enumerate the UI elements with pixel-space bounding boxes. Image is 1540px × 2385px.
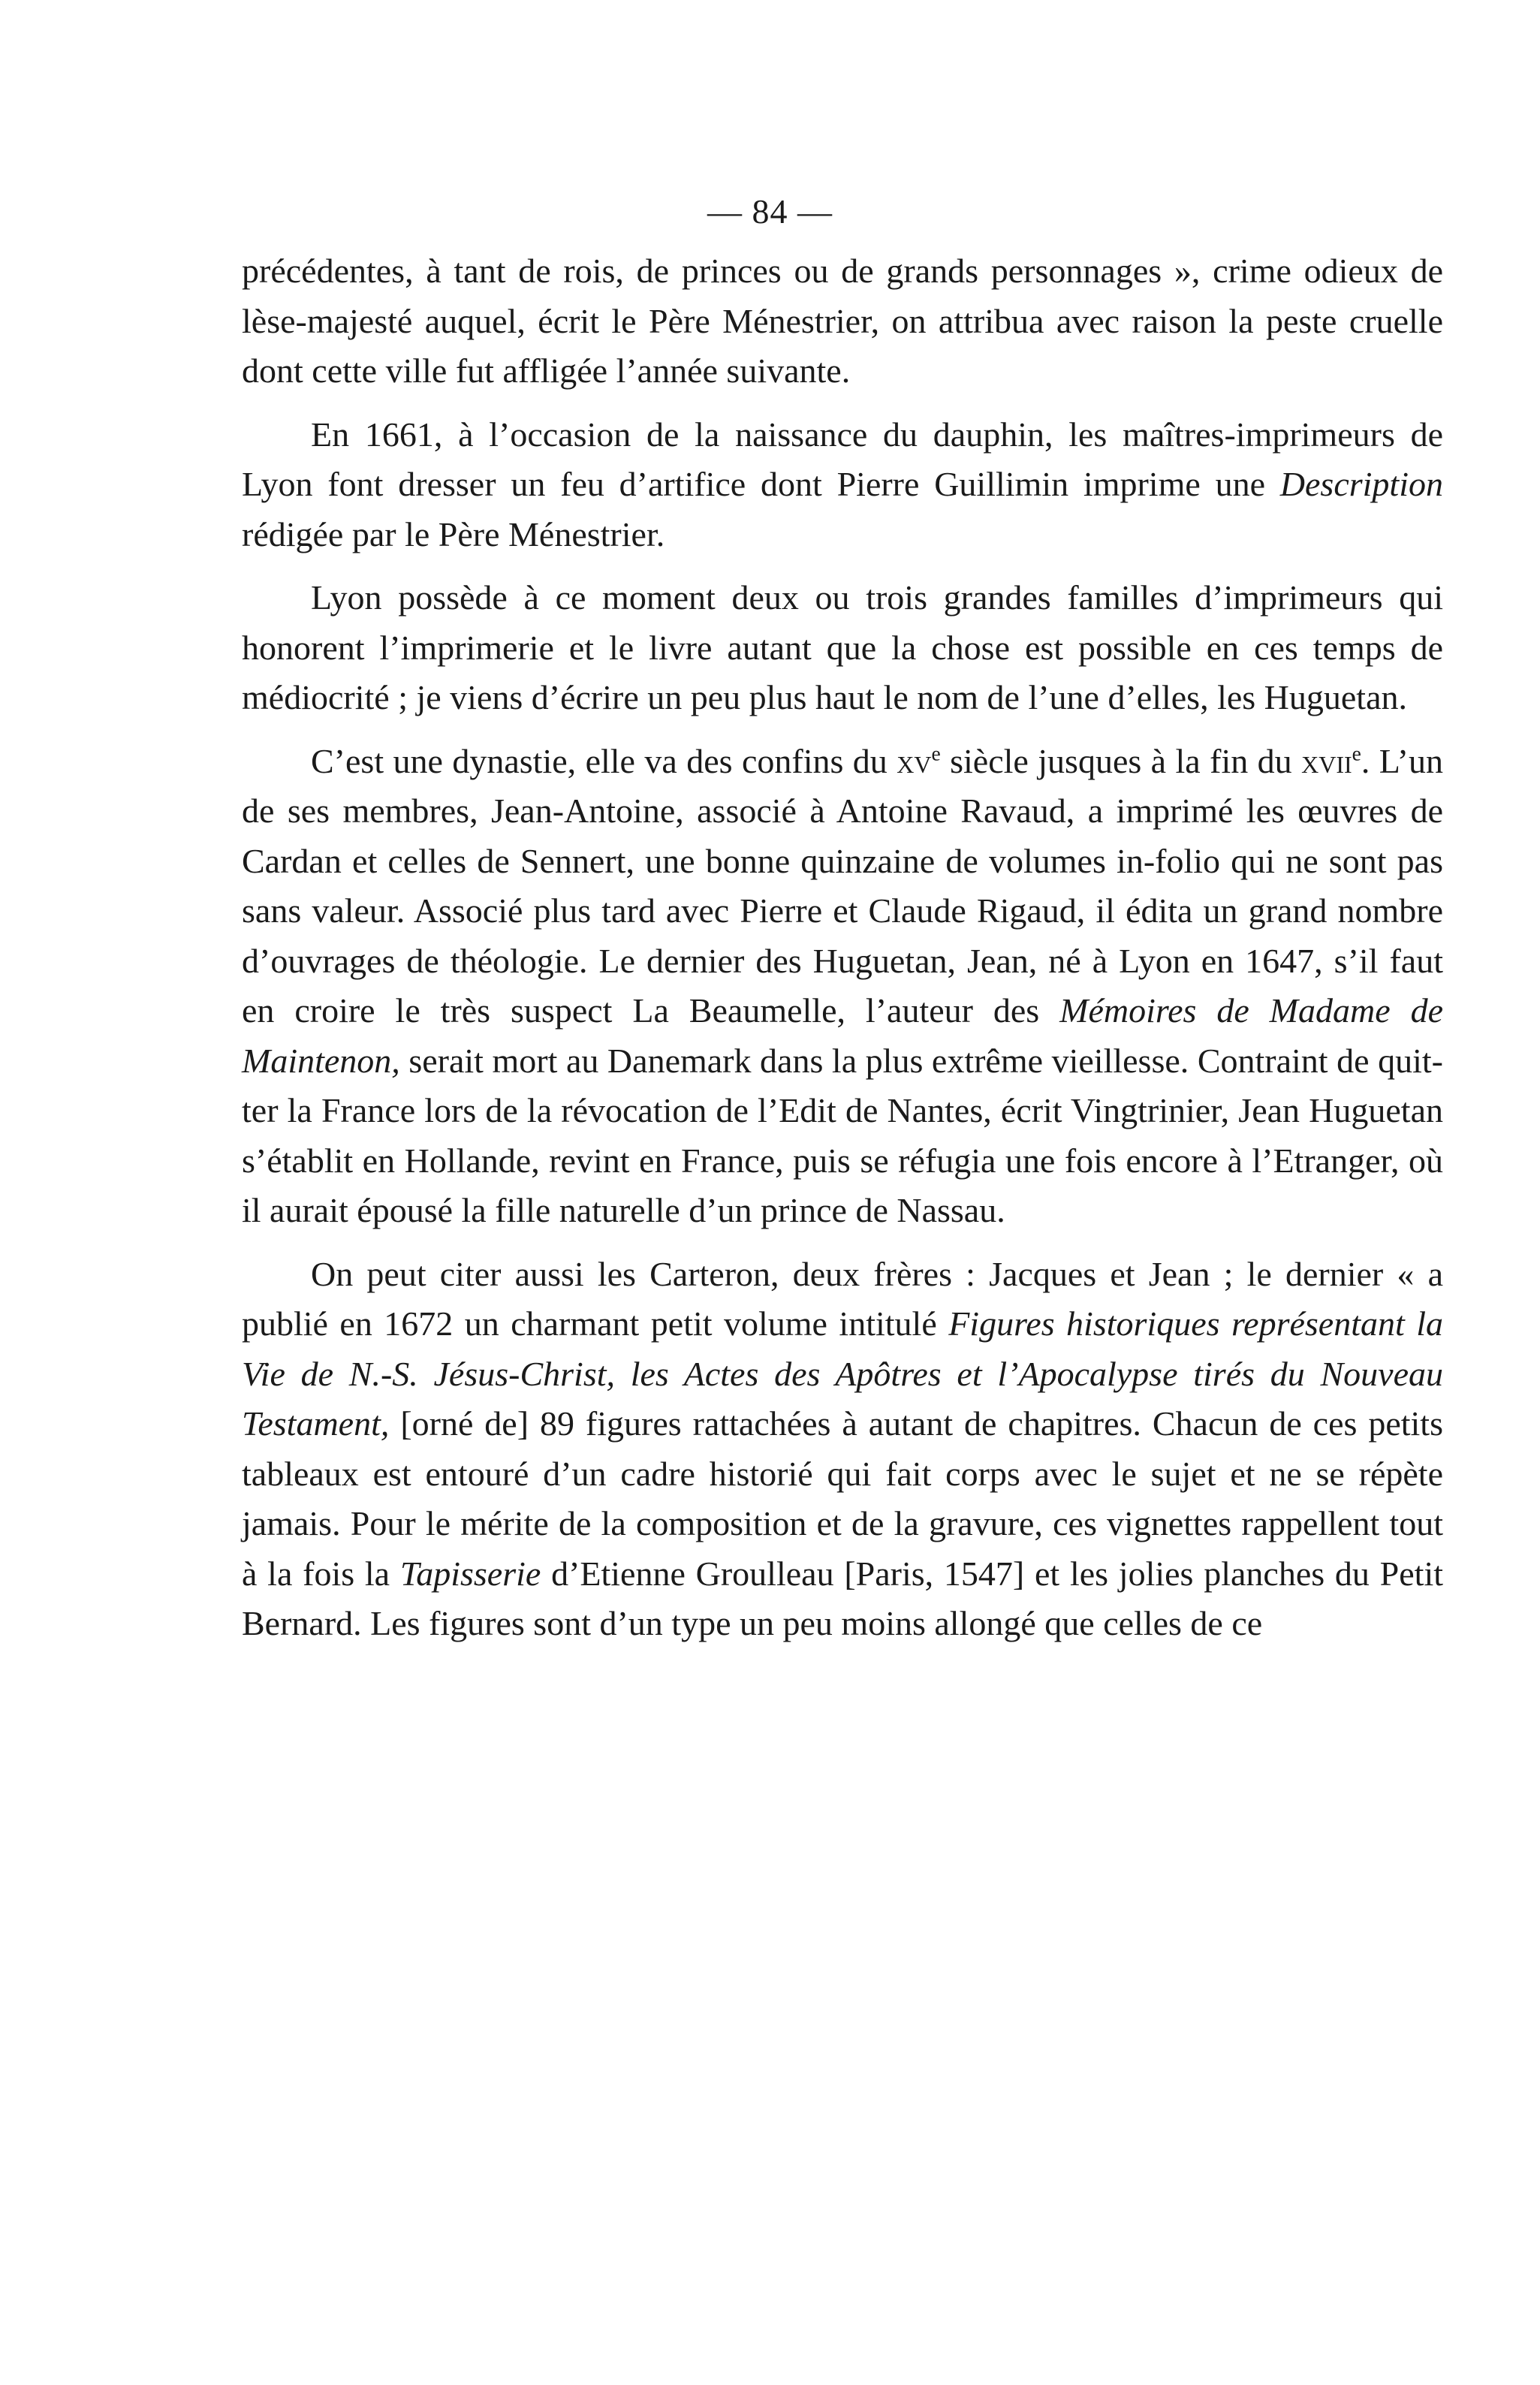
- paragraph-1: [242, 246, 1443, 396]
- text-segment: Tapisserie: [399, 1554, 541, 1593]
- text-segment: siècle jusques à la fin du: [940, 741, 1302, 780]
- paragraph-4: [242, 737, 1443, 1236]
- text-segment: Mémoires de Madame de Maintenon,: [242, 991, 1443, 1080]
- text-segment: Lyon possède à ce moment deux ou trois grandes familles d’imprimeurs qui honorent l’imprimerie et le livre autant que la chose est possible en ces temps de médiocrité ; je viens d’écrire un peu plus haut le nom de l’une d’elles, les Huguetan.: [242, 578, 1443, 716]
- text-segment: e: [1352, 741, 1361, 765]
- text-segment: rédigée par le Père Ménestrier.: [242, 514, 665, 553]
- body-text: [242, 246, 1443, 1663]
- text-segment: e: [931, 741, 941, 765]
- text-segment: C’est une dynastie, elle va des confins du: [311, 741, 897, 780]
- text-segment: Description: [1279, 465, 1443, 503]
- paragraph-5: [242, 1250, 1443, 1649]
- text-segment: En 1661, à l’occasion de la naissance du dauphin, les maîtres-imprimeurs de Lyon font dresser un feu d’artifice dont Pierre Guillimin imprime une: [242, 415, 1443, 503]
- text-segment: [orné de] 89 figures rattachées à autant de chapitres. Chacun de ces petits tableaux est entouré d’un cadre historié qui fait corps avec le sujet et ne se répète jamais. Pour le mérite de la composition et de la gravure, ces vignettes rappellent tout à la fois la: [242, 1404, 1443, 1593]
- text-segment: Figures historiques représentant la Vie de N.-S. Jésus-Christ, les Actes des Apôtres et l’Apocalypse tirés du Nouveau Testament,: [242, 1304, 1444, 1443]
- page-number: — 84 —: [707, 192, 833, 231]
- text-segment: serait mort au Danemark dans la plus extrême vieillesse. Contraint de quitter la France lors de la révocation de l’Edit de Nantes, écrit Vingtrinier, Jean Huguetan s’établit en Hollande, revint en France, puis se réfugia une fois encore à l’Etranger, où il aurait épousé la fille naturelle d’un prince de Nassau.: [242, 1041, 1443, 1229]
- text-segment: d’Etienne Groulleau [Paris, 1547] et les jolies planches du Petit Bernard. Les figures sont d’un type un peu moins allongé que celles de ce: [242, 1554, 1443, 1642]
- paragraph-2: [242, 410, 1443, 560]
- text-segment: . L’un de ses membres, Jean-Antoine, associé à Antoine Ravaud, a imprimé les œuvres de Cardan et celles de Sennert, une bonne quinzaine de volumes in-folio qui ne sont pas sans valeur. Associé plus tard avec Pierre et Claude Rigaud, il édita un grand nombre d’ouvrages de théologie. Le dernier des Huguetan, Jean, né à Lyon en 1647, s’il faut en croire le très suspect La Beaumelle, l’auteur des: [242, 741, 1443, 1030]
- text-segment: xv: [897, 741, 932, 780]
- text-segment: précédentes, à tant de rois, de princes ou de grands personnages », crime odieux de lèse-majesté auquel, écrit le Père Ménestrier, on attribua avec raison la peste cruelle dont cette ville fut affligée l’année suivante.: [242, 252, 1443, 390]
- text-segment: On peut citer aussi les Carteron, deux frères : Jacques et Jean ; le dernier « a publié en 1672 un charmant petit volume intitulé: [242, 1254, 1443, 1343]
- paragraph-3: [242, 573, 1443, 723]
- text-segment: xvii: [1301, 741, 1352, 780]
